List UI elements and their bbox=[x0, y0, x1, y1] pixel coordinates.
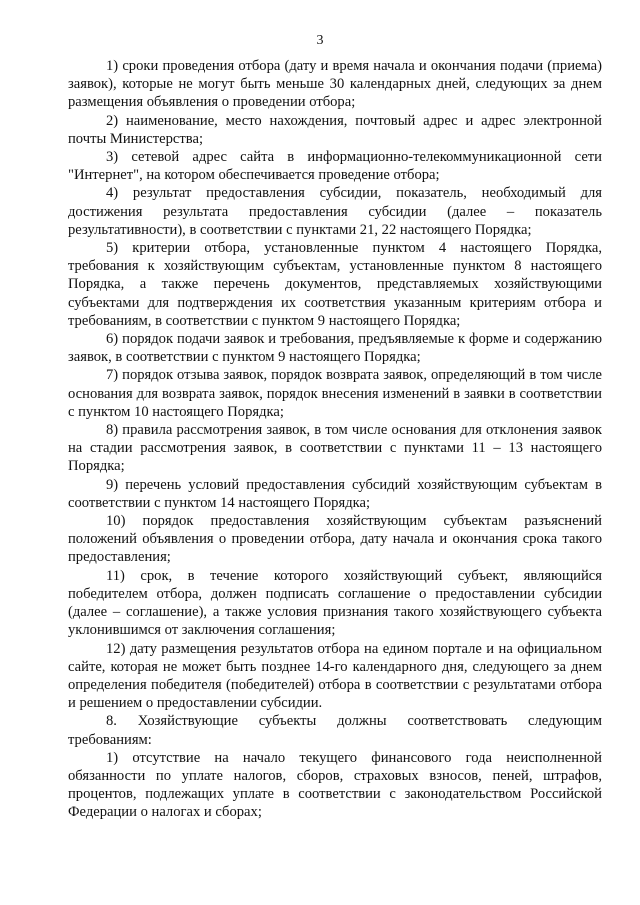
paragraph: 12) дату размещения результатов отбора на едином портале и на официальном сайте, которая не может быть позднее 14-го календарного дня, следующего за днем определения победителя (победителей) отбора в соответствии с результатами отбора и решением о предоставлении субсидии. bbox=[68, 640, 602, 712]
page-number: 3 bbox=[316, 33, 324, 48]
paragraph: 8) правила рассмотрения заявок, в том числе основания для отклонения заявок на стадии рассмотрения заявок, в соответствии с пунктами 11 – 13 настоящего Порядка; bbox=[68, 422, 602, 475]
section-heading-paragraph: 8. Хозяйствующие субъекты должны соответствовать следующим требованиям: bbox=[68, 713, 602, 748]
paragraph: 6) порядок подачи заявок и требования, предъявляемые к форме и содержанию заявок, в соответствии с пунктом 9 настоящего Порядка; bbox=[68, 331, 602, 366]
paragraph: 9) перечень условий предоставления субсидий хозяйствующим субъектам в соответствии с пунктом 14 настоящего Порядка; bbox=[68, 476, 602, 511]
paragraph: 7) порядок отзыва заявок, порядок возврата заявок, определяющий в том числе основания для возврата заявок, порядок внесения изменений в заявки в соответствии с пунктом 10 настоящего Порядка; bbox=[68, 367, 602, 420]
paragraph: 5) критерии отбора, установленные пунктом 4 настоящего Порядка, требования к хозяйствующим субъектам, установленные пунктом 8 настоящего Порядка, а также перечень документов, представляемых хозяйствующими субъектами для подтверждения их соответствия указанным критериям отбора и требованиям, в соответствии с пунктом 9 настоящего Порядка; bbox=[68, 240, 602, 329]
paragraph: 2) наименование, место нахождения, почтовый адрес и адрес электронной почты Министерства; bbox=[68, 112, 602, 147]
document-body bbox=[68, 57, 602, 822]
paragraph: 3) сетевой адрес сайта в информационно-телекоммуникационной сети "Интернет", на котором обеспечивается проведение отбора; bbox=[68, 149, 602, 184]
paragraph: 1) сроки проведения отбора (дату и время начала и окончания подачи (приема) заявок), которые не могут быть меньше 30 календарных дней, следующих за днем размещения объявления о проведении отбора; bbox=[68, 58, 602, 111]
paragraph: 10) порядок предоставления хозяйствующим субъектам разъяснений положений объявления о проведении отбора, дату начала и окончания срока такого предоставления; bbox=[68, 513, 602, 566]
paragraph: 11) срок, в течение которого хозяйствующий субъект, являющийся победителем отбора, должен подписать соглашение о предоставлении субсидии (далее – соглашение), а также условия признания такого хозяйствующего субъекта уклонившимся от заключения соглашения; bbox=[68, 567, 602, 639]
paragraph: 1) отсутствие на начало текущего финансового года неисполненной обязанности по уплате налогов, сборов, страховых взносов, пеней, штрафов, процентов, подлежащих уплате в соответствии с законодательством Российской Федерации о налогах и сборах; bbox=[68, 749, 602, 821]
paragraph: 4) результат предоставления субсидии, показатель, необходимый для достижения результата предоставления субсидии (далее – показатель результативности), в соответствии с пунктами 21, 22 настоящего Порядка; bbox=[68, 185, 602, 238]
